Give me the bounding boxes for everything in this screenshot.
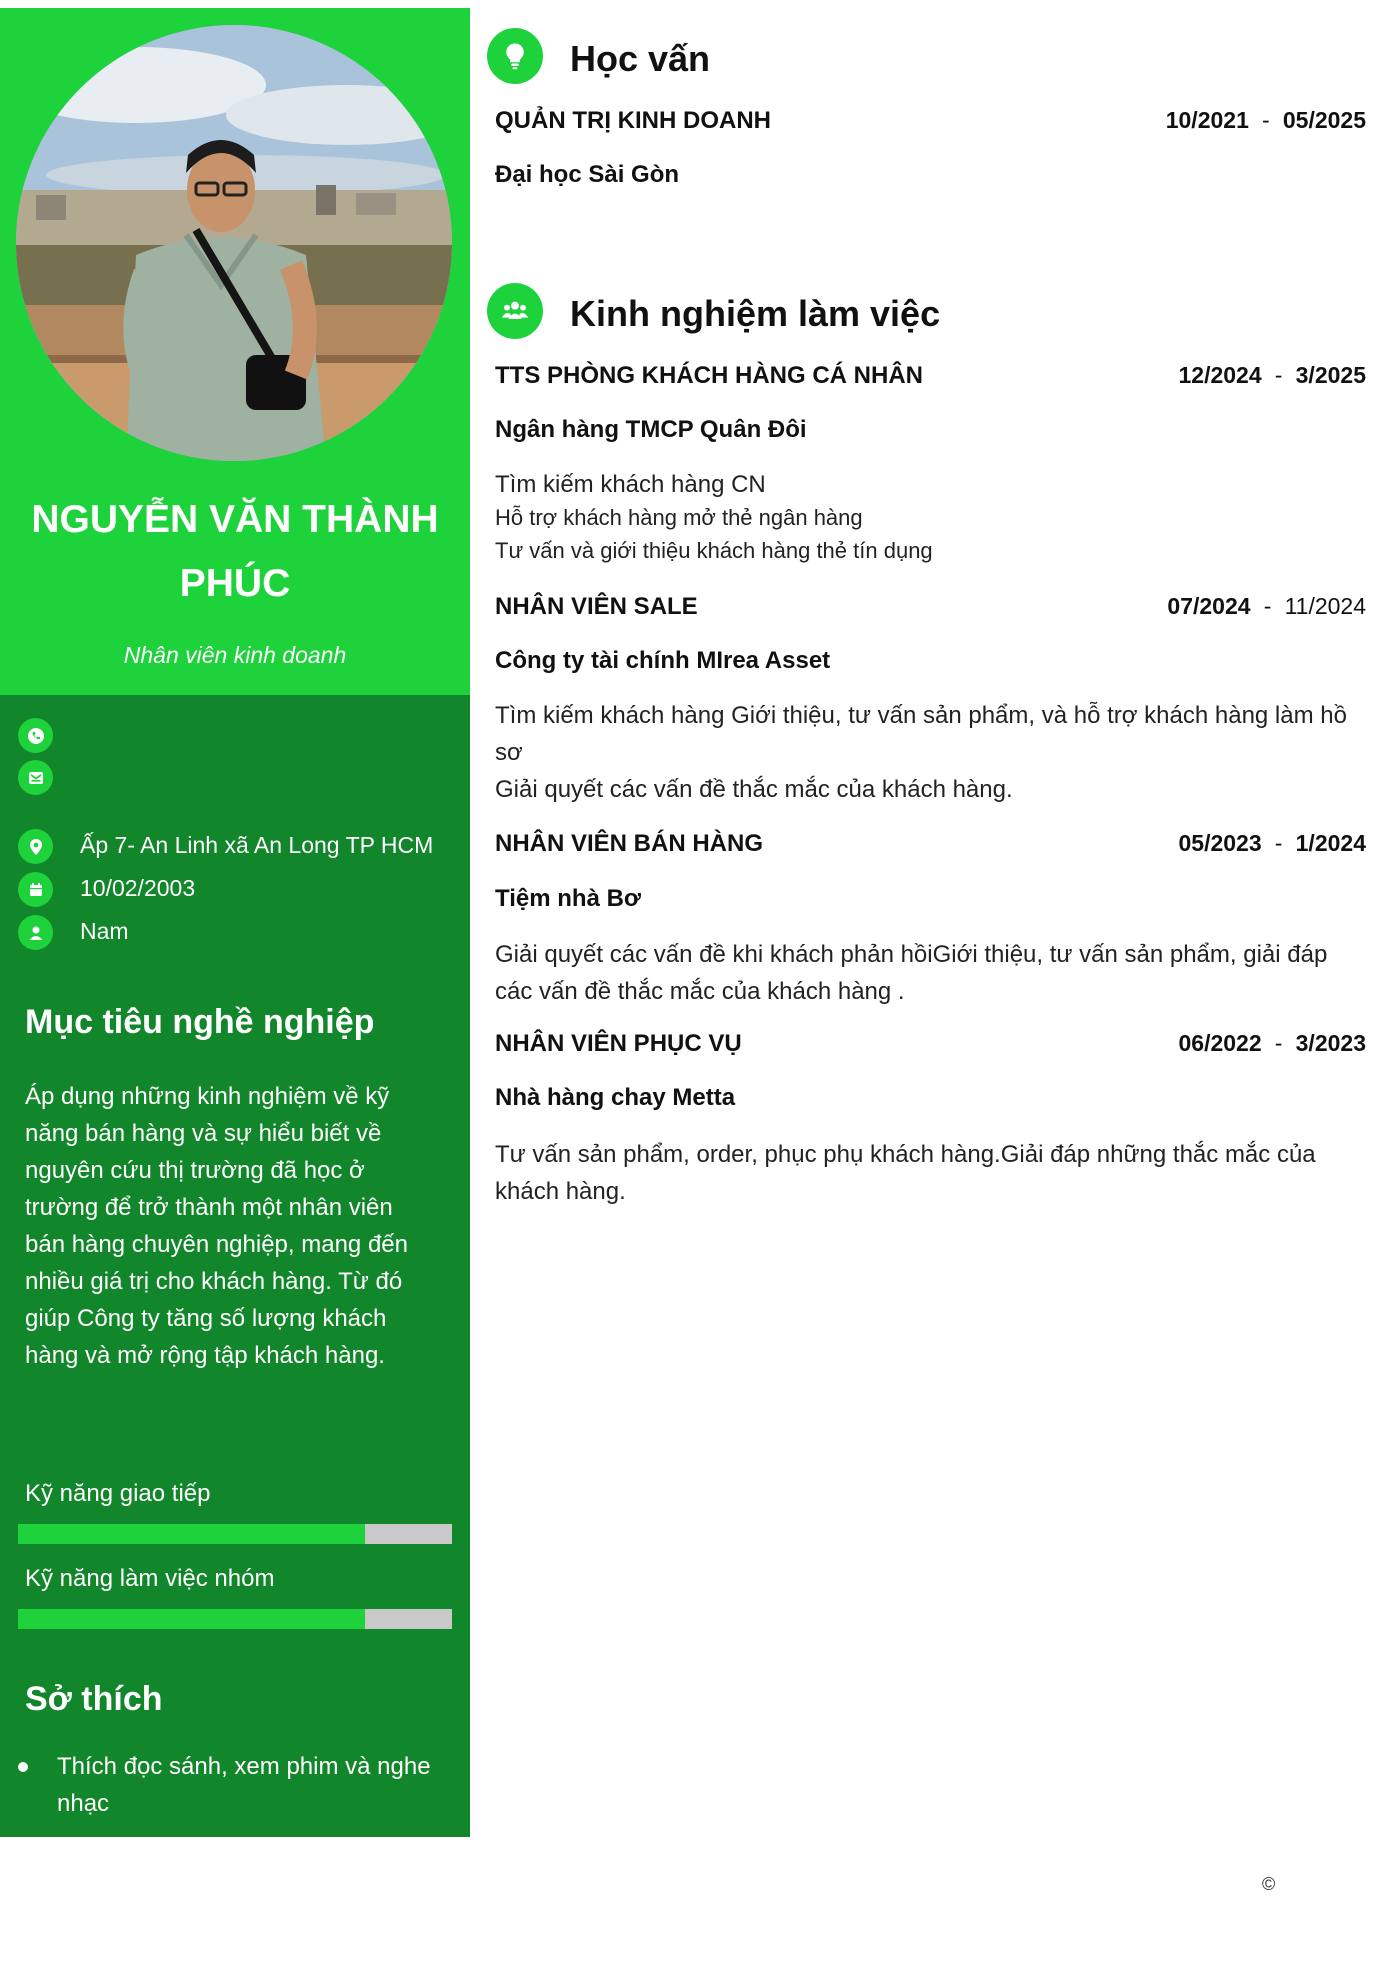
- calendar-icon: [18, 872, 53, 907]
- date-start: 05/2023: [1178, 830, 1262, 856]
- hobby-item: Thích đọc sánh, xem phim và nghe nhạc: [57, 1753, 431, 1817]
- bullet-icon: [18, 1762, 28, 1772]
- avatar: [16, 25, 452, 461]
- objective-text: Áp dụng những kinh nghiệm về kỹ năng bán hàng và sự hiểu biết về nguyên cứu thị trường đã học ở trường để trở thành một nhân viên bán hàng chuyên nghiệp, mang đến nhiều giá trị cho khách hàng. Từ đó giúp Công ty tăng số lượng khách hàng và mở rộng tập khách hàng.: [25, 1083, 408, 1369]
- skill-bar: [18, 1609, 452, 1629]
- job-company: Ngân hàng TMCP Quân Đôi: [495, 416, 807, 443]
- date-end: 1/2024: [1295, 830, 1366, 856]
- job-desc-line: Tư vấn và giới thiệu khách hàng thẻ tín dụng: [495, 538, 933, 563]
- job-desc-line: Tư vấn sản phẩm, order, phục phụ khách hàng.Giải đáp những thắc mắc của khách hàng.: [495, 1141, 1316, 1205]
- education-school: Đại học Sài Gòn: [495, 161, 680, 188]
- name-line-2: PHÚC: [179, 562, 291, 605]
- date-end: 3/2023: [1295, 1030, 1366, 1056]
- date-end: 11/2024: [1284, 593, 1366, 619]
- education-dates: 10/2021 - 05/2025: [1165, 107, 1366, 133]
- users-icon: [487, 283, 543, 339]
- job-description: [495, 1136, 1365, 1210]
- job-title: NHÂN VIÊN SALE: [495, 593, 698, 620]
- job-company: Tiệm nhà Bơ: [495, 885, 641, 912]
- job-company: Nhà hàng chay Metta: [495, 1084, 736, 1111]
- candidate-role: Nhân viên kinh doanh: [123, 642, 347, 668]
- job-dates: 06/2022 - 3/2023: [1178, 1030, 1366, 1056]
- date-end: 3/2025: [1295, 362, 1366, 388]
- job-description: [495, 468, 1365, 567]
- person-icon: [18, 915, 53, 950]
- job-title: NHÂN VIÊN BÁN HÀNG: [495, 830, 764, 857]
- job-dates: 12/2024 - 3/2025: [1178, 362, 1366, 388]
- skill-label: Kỹ năng giao tiếp: [25, 1480, 211, 1507]
- candidate-name: [10, 488, 460, 616]
- job-dates: 05/2023 - 1/2024: [1178, 830, 1366, 856]
- date-end: 05/2025: [1282, 107, 1366, 133]
- date-start: 07/2024: [1167, 593, 1251, 619]
- skill-bar: [18, 1524, 452, 1544]
- birthday-text: 10/02/2003: [80, 875, 196, 901]
- job-title: TTS PHÒNG KHÁCH HÀNG CÁ NHÂN: [495, 362, 923, 389]
- job-company: Công ty tài chính MIrea Asset: [495, 647, 831, 674]
- job-desc-line: Tìm kiếm khách hàng Giới thiệu, tư vấn sản phẩm, và hỗ trợ khách hàng làm hồ sơ: [495, 702, 1347, 766]
- hobbies-heading: Sở thích: [25, 1680, 163, 1718]
- date-start: 10/2021: [1165, 107, 1249, 133]
- gender-text: Nam: [80, 918, 129, 944]
- job-description: [495, 697, 1365, 808]
- profile-photo: [16, 25, 452, 461]
- date-start: 06/2022: [1178, 1030, 1262, 1056]
- skill-label: Kỹ năng làm việc nhóm: [25, 1565, 275, 1592]
- skill-bar-fill: [18, 1524, 365, 1544]
- date-start: 12/2024: [1178, 362, 1262, 388]
- job-desc-line: Giải quyết các vấn đề khi khách phản hồiGiới thiệu, tư vấn sản phẩm, giải đáp các vấn đề thắc mắc của khách hàng .: [495, 941, 1328, 1005]
- address-text: Ấp 7- An Linh xã An Long TP HCM: [80, 832, 434, 858]
- job-dates: 07/2024 - 11/2024: [1167, 593, 1366, 619]
- job-desc-line: Tìm kiếm khách hàng CN: [495, 471, 766, 498]
- job-desc-line: Giải quyết các vấn đề thắc mắc của khách hàng.: [495, 776, 1013, 803]
- copyright-mark: ©: [1262, 1874, 1276, 1894]
- job-desc-line: Hỗ trợ khách hàng mở thẻ ngân hàng: [495, 505, 863, 530]
- location-icon: [18, 829, 53, 864]
- lightbulb-icon: [487, 28, 543, 84]
- name-line-1: NGUYỄN VĂN THÀNH: [31, 498, 439, 541]
- skill-bar-fill: [18, 1609, 365, 1629]
- education-heading: Học vấn: [570, 38, 711, 79]
- education-major: QUẢN TRỊ KINH DOANH: [495, 107, 771, 134]
- job-description: [495, 936, 1365, 1010]
- job-title: NHÂN VIÊN PHỤC VỤ: [495, 1030, 742, 1057]
- experience-heading: Kinh nghiệm làm việc: [570, 293, 941, 334]
- email-icon[interactable]: [18, 760, 53, 795]
- objective-heading: Mục tiêu nghề nghiệp: [25, 1003, 375, 1041]
- phone-icon[interactable]: [18, 718, 53, 753]
